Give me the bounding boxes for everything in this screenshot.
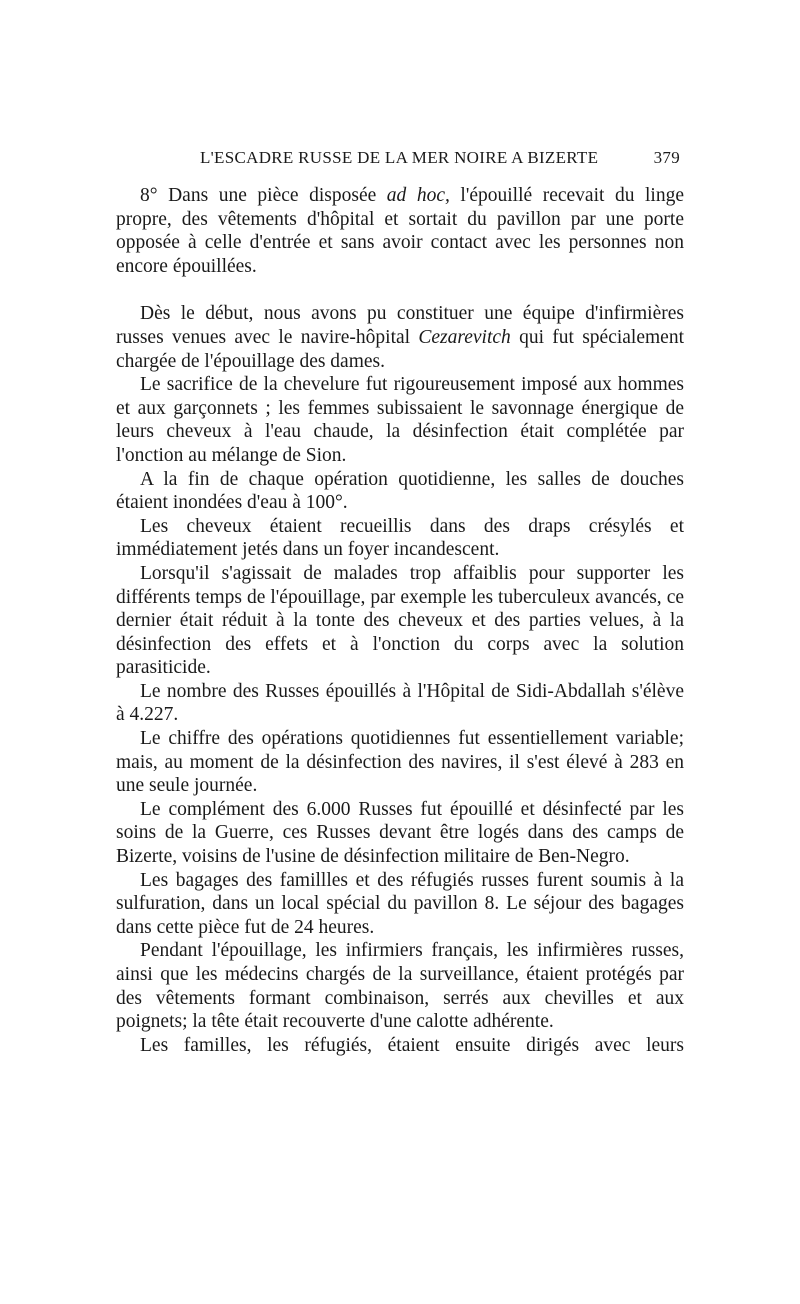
paragraph: Les bagages des famillles et des réfugiés russes furent soumis à la sulfuration, dans un local spécial du pavillon 8. Le séjour des bagages dans cette pièce fut de 24 heures.: [116, 869, 684, 938]
paragraph: Le chiffre des opérations quotidiennes fut essentiellement variable; mais, au moment de la désinfection des navires, il s'est élevé à 283 en une seule journée.: [116, 728, 684, 797]
body-text: [116, 184, 684, 1057]
paragraph: 8° Dans une pièce disposée ad hoc, l'épouillé recevait du linge propre, des vêtements d'hôpital et sortait du pavillon par une porte opposée à celle d'entrée et sans avoir contact avec les personnes non encore épouillées.: [116, 185, 684, 277]
paragraph: Pendant l'épouillage, les infirmiers français, les infirmières russes, ainsi que les médecins chargés de la surveillance, étaient protégés par des vêtements formant combinaison, serrés aux chevilles et aux poignets; la tête était recouverte d'une calotte adhérente.: [116, 940, 684, 1033]
paragraph: Le sacrifice de la chevelure fut rigoureusement imposé aux hommes et aux garçonnets ; les femmes subissaient le savonnage énergique de leurs cheveux à l'eau chaude, la désinfection était complétée par l'onction au mélange de Sion.: [116, 374, 684, 466]
paragraph: Le nombre des Russes épouillés à l'Hôpital de Sidi-Abdallah s'élève à 4.227.: [116, 680, 684, 726]
italic-text: ad hoc,: [386, 185, 450, 206]
paragraph: Les cheveux étaient recueillis dans des draps crésylés et immédiatement jetés dans un foyer incandescent.: [116, 515, 684, 561]
paragraph: Le complément des 6.000 Russes fut épouillé et désinfecté par les soins de la Guerre, ces Russes devant être logés dans des camps de Bizerte, voisins de l'usine de désinfection militaire de Ben-Negro.: [116, 798, 684, 868]
paragraph: Dès le début, nous avons pu constituer une équipe d'infirmières russes venues avec le navire-hôpital Cezarevitch qui fut spécialement chargée de l'épouillage des dames.: [116, 303, 684, 372]
ship-name: Cezarevitch: [418, 326, 511, 348]
page-number: 379: [653, 148, 680, 167]
paragraph: Lorsqu'il s'agissait de malades trop affaiblis pour supporter les différents temps de l'épouillage, par exemple les tuberculeux avancés, ce dernier était réduit à la tonte des cheveux et des parties velues, à la désinfection des effets et à l'onction du corps avec la solution parasiticide.: [116, 562, 684, 679]
paragraph-continued: Les familles, les réfugiés, étaient ensuite dirigés avec leurs: [140, 1034, 684, 1056]
running-title: L'ESCADRE RUSSE DE LA MER NOIRE A BIZERTE: [200, 148, 599, 167]
paragraph: A la fin de chaque opération quotidienne, les salles de douches étaient inondées d'eau à 100°.: [116, 468, 684, 514]
